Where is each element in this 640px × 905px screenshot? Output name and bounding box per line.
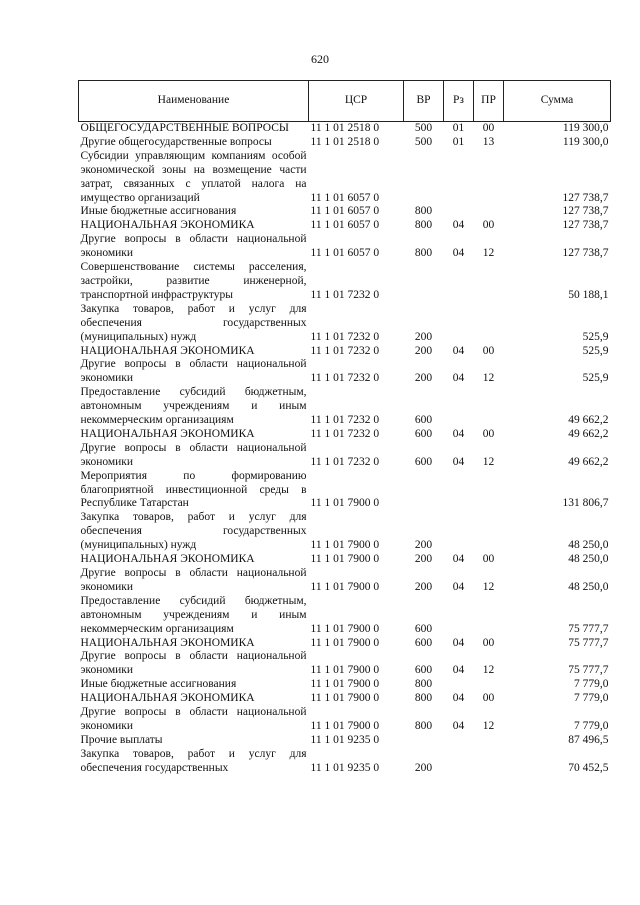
cell-vr [404, 150, 444, 206]
cell-pr [474, 470, 504, 512]
cell-csr: 11 1 01 7900 0 [310, 622, 380, 635]
cell-pr [474, 303, 504, 345]
table-header-row [79, 81, 611, 122]
cell-csr: 11 1 01 7232 0 [310, 344, 380, 357]
table-row [79, 511, 611, 553]
cell-rz: 04 [452, 219, 465, 232]
cell-sum: 525,9 [582, 330, 609, 343]
cell-name: Закупка товаров, работ и услуг для обеспечения государственных (муниципальных) нужд [80, 511, 307, 552]
cell-rz: 04 [452, 636, 465, 649]
table-row [79, 150, 611, 206]
cell-pr [474, 595, 504, 637]
cell-pr [474, 150, 504, 206]
cell-rz [444, 303, 474, 345]
cell-vr: 800 [414, 678, 433, 691]
table-row [79, 303, 611, 345]
cell-name: Другие вопросы в области национальной экономики [80, 567, 307, 593]
cell-name: Другие вопросы в области национальной экономики [80, 233, 307, 260]
cell-csr: 11 1 01 9235 0 [310, 761, 380, 774]
cell-csr: 11 1 01 7900 0 [310, 497, 380, 510]
cell-vr: 200 [414, 580, 433, 593]
cell-csr: 11 1 01 6057 0 [310, 219, 380, 232]
cell-pr [474, 678, 504, 692]
cell-name: Другие вопросы в области национальной экономики [80, 441, 307, 468]
cell-name: Иные бюджетные ассигнования [80, 678, 237, 691]
cell-pr [474, 748, 504, 776]
cell-rz: 04 [452, 692, 465, 705]
cell-name: НАЦИОНАЛЬНАЯ ЭКОНОМИКА [80, 344, 255, 357]
cell-sum: 525,9 [582, 372, 609, 385]
cell-sum: 127 738,7 [562, 205, 609, 218]
cell-rz [444, 261, 474, 303]
cell-pr: 00 [482, 344, 495, 357]
cell-rz: 04 [452, 372, 465, 385]
cell-vr [404, 734, 444, 748]
cell-sum: 87 496,5 [568, 733, 609, 746]
table-row [79, 567, 611, 595]
cell-rz [444, 595, 474, 637]
cell-rz [444, 678, 474, 692]
cell-sum: 119 300,0 [562, 122, 609, 134]
column-header-rz: Рз [444, 81, 474, 122]
cell-pr: 12 [482, 455, 495, 468]
cell-sum: 127 738,7 [562, 191, 609, 204]
cell-rz [444, 386, 474, 428]
cell-csr: 11 1 01 7900 0 [310, 692, 380, 705]
cell-vr: 200 [414, 553, 433, 566]
cell-sum: 127 738,7 [562, 219, 609, 232]
cell-csr: 11 1 01 7232 0 [310, 288, 380, 301]
cell-sum: 75 777,7 [568, 622, 609, 635]
cell-rz [444, 511, 474, 553]
cell-sum: 119 300,0 [562, 135, 609, 148]
column-header-pr: ПР [474, 81, 504, 122]
cell-csr: 11 1 01 7232 0 [310, 414, 380, 427]
cell-vr: 800 [414, 719, 433, 732]
cell-rz [444, 150, 474, 206]
cell-name: Прочие выплаты [80, 733, 163, 746]
cell-name: ОБЩЕГОСУДАРСТВЕННЫЕ ВОПРОСЫ [80, 122, 289, 134]
table-row [79, 706, 611, 734]
cell-sum: 48 250,0 [568, 580, 609, 593]
cell-csr: 11 1 01 7232 0 [310, 330, 380, 343]
cell-sum: 48 250,0 [568, 553, 609, 566]
cell-rz: 04 [452, 455, 465, 468]
cell-pr: 00 [482, 219, 495, 232]
cell-sum: 70 452,5 [568, 761, 609, 774]
cell-rz: 04 [452, 580, 465, 593]
cell-sum: 127 738,7 [562, 247, 609, 260]
cell-sum: 49 662,2 [568, 455, 609, 468]
table-row [79, 637, 611, 651]
cell-sum: 525,9 [582, 344, 609, 357]
cell-rz: 04 [452, 664, 465, 677]
cell-vr: 200 [414, 761, 433, 774]
cell-pr: 00 [482, 427, 495, 440]
cell-pr: 00 [482, 122, 495, 134]
table-row [79, 122, 611, 136]
cell-csr: 11 1 01 7900 0 [310, 664, 380, 677]
cell-vr: 600 [414, 455, 433, 468]
table-row [79, 358, 611, 386]
cell-name: НАЦИОНАЛЬНАЯ ЭКОНОМИКА [80, 427, 255, 440]
page-number: 620 [311, 52, 329, 66]
cell-vr: 600 [414, 636, 433, 649]
cell-sum: 50 188,1 [568, 288, 609, 301]
cell-pr: 12 [482, 372, 495, 385]
cell-csr: 11 1 01 6057 0 [310, 205, 380, 218]
cell-rz [444, 205, 474, 219]
cell-vr: 800 [414, 247, 433, 260]
cell-sum: 131 806,7 [562, 497, 609, 510]
cell-sum: 7 779,0 [574, 678, 609, 691]
table-body [79, 122, 611, 776]
cell-vr: 200 [414, 344, 433, 357]
cell-rz: 04 [452, 344, 465, 357]
budget-table [78, 80, 611, 776]
table-row [79, 136, 611, 150]
table-row [79, 442, 611, 470]
cell-rz: 04 [452, 553, 465, 566]
cell-vr: 200 [414, 372, 433, 385]
cell-rz [444, 748, 474, 776]
cell-vr: 200 [414, 330, 433, 343]
table-row [79, 470, 611, 512]
cell-csr: 11 1 01 7232 0 [310, 427, 380, 440]
cell-vr: 800 [414, 205, 433, 218]
cell-vr [404, 261, 444, 303]
cell-vr: 200 [414, 539, 433, 552]
cell-sum: 49 662,2 [568, 427, 609, 440]
cell-csr: 11 1 01 7232 0 [310, 372, 380, 385]
cell-vr: 600 [414, 427, 433, 440]
cell-name: Закупка товаров, работ и услуг для обеспечения государственных (муниципальных) нужд [80, 302, 307, 343]
cell-pr [474, 734, 504, 748]
table-row [79, 233, 611, 261]
cell-rz: 04 [452, 247, 465, 260]
cell-vr: 600 [414, 664, 433, 677]
cell-csr: 11 1 01 7900 0 [310, 636, 380, 649]
cell-csr: 11 1 01 7900 0 [310, 678, 380, 691]
cell-csr: 11 1 01 6057 0 [310, 191, 380, 204]
cell-csr: 11 1 01 7900 0 [310, 539, 380, 552]
cell-vr [404, 470, 444, 512]
cell-pr: 12 [482, 580, 495, 593]
cell-csr: 11 1 01 9235 0 [310, 733, 380, 746]
cell-vr: 600 [414, 414, 433, 427]
cell-csr: 11 1 01 6057 0 [310, 247, 380, 260]
cell-name: Субсидии управляющим компаниям особой экономической зоны на возмещение части затрат, связанных с уплатой налога на имущество организаций [80, 149, 307, 204]
cell-sum: 49 662,2 [568, 414, 609, 427]
cell-pr: 12 [482, 719, 495, 732]
cell-name: Другие вопросы в области национальной экономики [80, 650, 307, 677]
table-row [79, 650, 611, 678]
cell-pr: 13 [482, 135, 495, 148]
column-header-sum: Сумма [504, 81, 611, 122]
cell-vr: 800 [414, 219, 433, 232]
cell-name: НАЦИОНАЛЬНАЯ ЭКОНОМИКА [80, 692, 255, 705]
cell-sum: 7 779,0 [574, 719, 609, 732]
cell-pr: 00 [482, 553, 495, 566]
cell-pr [474, 386, 504, 428]
cell-pr [474, 511, 504, 553]
cell-rz [444, 734, 474, 748]
cell-pr: 00 [482, 636, 495, 649]
cell-sum: 7 779,0 [574, 692, 609, 705]
cell-rz: 04 [452, 427, 465, 440]
cell-vr: 800 [414, 692, 433, 705]
table-row [79, 219, 611, 233]
cell-csr: 11 1 01 2518 0 [310, 135, 380, 148]
table-row [79, 345, 611, 359]
cell-name: Другие вопросы в области национальной экономики [80, 706, 307, 732]
column-header-csr: ЦСР [309, 81, 404, 122]
cell-name: НАЦИОНАЛЬНАЯ ЭКОНОМИКА [80, 553, 255, 566]
table-row [79, 748, 611, 776]
cell-name: Другие общегосударственные вопросы [80, 135, 272, 148]
table-row [79, 386, 611, 428]
cell-name: НАЦИОНАЛЬНАЯ ЭКОНОМИКА [80, 219, 255, 232]
cell-rz [444, 470, 474, 512]
column-header-vr: ВР [404, 81, 444, 122]
table-row [79, 734, 611, 748]
table-row [79, 428, 611, 442]
table-row [79, 553, 611, 567]
cell-name: Совершенствование системы расселения, застройки, развитие инженерной, транспортной инфраструктуры [80, 261, 307, 301]
cell-name: Предоставление субсидий бюджетным, автономным учреждениям и иным некоммерческим организациям [80, 386, 307, 427]
cell-vr: 500 [414, 122, 433, 134]
cell-csr: 11 1 01 7900 0 [310, 580, 380, 593]
cell-sum: 75 777,7 [568, 664, 609, 677]
cell-sum: 48 250,0 [568, 539, 609, 552]
cell-name: Закупка товаров, работ и услуг для обеспечения государственных [80, 747, 307, 774]
cell-rz: 01 [452, 122, 465, 134]
cell-sum: 75 777,7 [568, 636, 609, 649]
table-row [79, 205, 611, 219]
column-header-name: Наименование [79, 81, 309, 122]
table-row [79, 692, 611, 706]
cell-csr: 11 1 01 7900 0 [310, 719, 380, 732]
cell-vr: 500 [414, 135, 433, 148]
cell-csr: 11 1 01 7232 0 [310, 455, 380, 468]
cell-name: Предоставление субсидий бюджетным, автономным учреждениям и иным некоммерческим организациям [80, 594, 307, 635]
cell-name: Иные бюджетные ассигнования [80, 205, 237, 218]
table-row [79, 595, 611, 637]
cell-csr: 11 1 01 2518 0 [310, 122, 380, 134]
cell-csr: 11 1 01 7900 0 [310, 553, 380, 566]
cell-name: НАЦИОНАЛЬНАЯ ЭКОНОМИКА [80, 636, 255, 649]
cell-pr: 12 [482, 247, 495, 260]
cell-pr: 12 [482, 664, 495, 677]
table-row [79, 678, 611, 692]
cell-vr: 600 [414, 622, 433, 635]
cell-name: Другие вопросы в области национальной экономики [80, 358, 307, 385]
cell-rz: 04 [452, 719, 465, 732]
cell-pr [474, 205, 504, 219]
cell-rz: 01 [452, 135, 465, 148]
cell-pr: 00 [482, 692, 495, 705]
cell-name: Мероприятия по формированию благоприятной инвестиционной среды в Республике Татарстан [80, 469, 307, 510]
table-row [79, 261, 611, 303]
cell-pr [474, 261, 504, 303]
